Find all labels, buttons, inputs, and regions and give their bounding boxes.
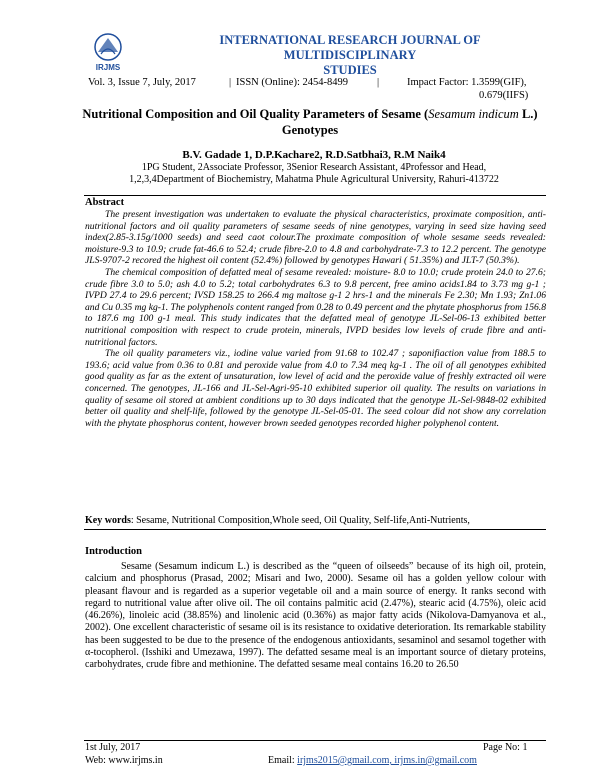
separator: | (377, 77, 380, 88)
journal-name-line2: STUDIES (323, 63, 377, 77)
title-part1: Nutritional Composition and Oil Quality Parameters of Sesame ( (82, 107, 429, 121)
abstract-heading: Abstract (85, 197, 125, 208)
footer-date: 1st July, 2017 (85, 742, 141, 753)
title-part2: L.) Genotypes (281, 107, 538, 137)
divider (84, 529, 546, 530)
logo-text: IRJMS (95, 63, 121, 72)
keywords-text: : Sesame, Nutritional Composition,Whole seed, Oil Quality, Self-life,Anti-Nutrients, (130, 515, 470, 526)
affiliation-roles: 1PG Student, 2Associate Professor, 3Senior Research Assistant, 4Professor and Head, (141, 162, 487, 173)
footer-email (268, 755, 477, 766)
keywords-label: Key words (85, 515, 131, 526)
page-number: Page No: 1 (483, 742, 528, 753)
paper-title (80, 106, 540, 138)
affiliation-dept: 1,2,3,4Department of Biochemistry, Mahatma Phule Agricultural University, Rahuri-413722 (129, 174, 499, 185)
author-list: B.V. Gadade 1, D.P.Kachare2, R.D.Satbhai3, R.M Naik4 (182, 149, 446, 161)
footer-divider (84, 740, 546, 741)
divider (84, 195, 546, 196)
impact-factor-line2: 0.679(IIFS) (479, 90, 529, 101)
issn-info: ISSN (Online): 2454-8499 (236, 77, 348, 88)
impact-factor-line1: Impact Factor: 1.3599(GIF), (407, 77, 527, 88)
abstract-paragraph: The chemical composition of defatted meal of sesame revealed: moisture- 8.0 to 10.0; crude protein 24.0 to 27.6; crude fibre 3.0 to 5.0; ash 4.0 to 5.2; total carbohydrates 6.3 to 9.8 percent, free amino acids1.84 to 3.73 mg g-1 ; IVPD 27.4 to 29.6 percent; IVSD 158.25 to 266.4 mg maltose g-1 2 hrs-1 and the minerals Fe 2.30; Mn 1.93; Zn1.06 and Cu 0.35 mg kg-1. The polyphenols content ranged from 0.28 to 0.49 percent and the phytate phosphorus from 156.8 to 187.6 mg 100 g-1 meal. This study indicates that the defatted meal of genotype JL-Sel-06-13 exhibited better nutritional composition with respect to crude protein, minerals, IVPD besides low levels of crude fibre and anti-nutritional factors. (85, 266, 546, 348)
email-link[interactable]: irjms2015@gmail.com, irjms.in@gmail.com (297, 755, 477, 766)
keywords (85, 515, 546, 526)
introduction-body (85, 561, 546, 672)
abstract-paragraph: The oil quality parameters viz., iodine value varied from 91.68 to 102.47 ; saponifiaction value from 188.5 to 193.6; acid value from 0.36 to 0.81 and peroxide value from 4.0 to 7.34 meq kg-1 . The oil of all genotypes exhibited good quality as far as the extent of unsaturation, low level of acid and the peroxide value of freshly extracted oil were concerned. The genotypes, JL-166 and JL-Sel-Agri-95-10 exhibited superior oil quality. The results on variations in quality of sesame oil stored at ambient conditions up to 30 days indicated that the genotype JL-Sel-9848-02 exhibited better oil quality and shelf-life, followed by the genotype JL-Sel-05-01. The seed colour did not show any correlation with the phytate phosphorus content, however brown seeded genotypes recorded higher polyphenol content. (85, 348, 546, 429)
introduction-heading: Introduction (85, 546, 142, 557)
abstract-paragraph: The present investigation was undertaken to evaluate the physical characteristics, proximate composition, anti-nutritional factors and oil quality parameters of sesame seeds of nine genotypes, varying in seed size having seed index(2.85-3.15g/1000 seeds) and seed caot colour.The proximate composition of whole sesame seeds revealed: moisture-9.3 to 10.9; crude fat-46.6 to 52.4; crude fibre-2.0 to 4.8 and carbohydrate-7.3 to 12.2 percent. The genotype JLS-9707-2 recored the highest oil content (52.4%) followed by genotypes Hawari ( 51.35%) and JLT-7 (50.3%). (85, 209, 546, 267)
affiliations (84, 162, 544, 186)
abstract-body (85, 209, 546, 429)
footer-website[interactable]: Web: www.irjms.in (85, 755, 163, 766)
email-label: Email: (268, 755, 298, 766)
volume-info: Vol. 3, Issue 7, July, 2017 (88, 77, 196, 88)
title-species: Sesamum indicum (428, 107, 519, 121)
journal-name (160, 33, 540, 78)
introduction-paragraph: Sesame (Sesamum indicum L.) is described as the “queen of oilseeds” because of its high oil, protein, calcium and phosphorus (Prasad, 2002; Misari and Iwo, 2000). Sesame oil has a golden yellow colour with pleasant flavour and is regarded as a superior vegetable oil and a main source of energy. It ranks second with regard to nutritional value after olive oil. The oil contains palmitic acid (2.47%), stearic acid (4.75%), oleic acid (46.26%), linoleic acid (38.85%) and linolenic acid (0.36%) as major fatty acids (Nikolova-Damyanova et al., 2002). One excellent characteristic of sesame oil is its resistance to oxidative deterioration. Its remarkable stability has been suggested to be due to the presence of the endogenous antioxidants, sesaminol and sesamol together with α-tocopherol. (Isshiki and Umezawa, 1997). The defatted sesame meal is an important source of dietary proteins, carbohydrates, crude fibre and methionine. The defatted sesame meal contains 16.20 to 26.50 (85, 561, 546, 671)
journal-logo (86, 30, 130, 72)
separator: | (229, 77, 232, 88)
journal-name-line1: INTERNATIONAL RESEARCH JOURNAL OF MULTIDISCIPLINARY (219, 33, 481, 62)
